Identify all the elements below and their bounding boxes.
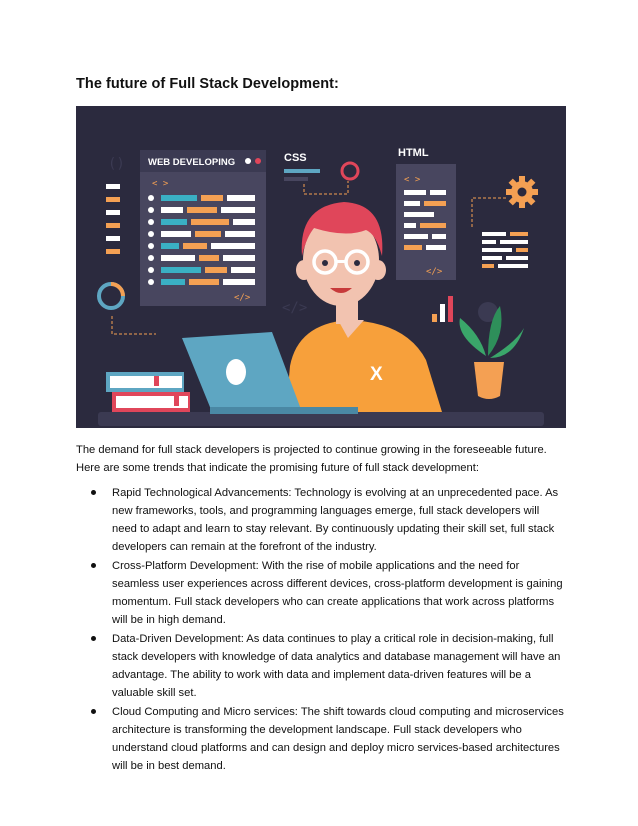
html-open-tag: < >	[404, 175, 421, 185]
panel-close-tag: </>	[234, 293, 251, 303]
bullet-icon	[91, 490, 96, 495]
html-close-tag: </>	[426, 267, 443, 277]
svg-text:</>: </>	[282, 300, 308, 316]
web-developing-panel	[140, 150, 266, 306]
bullet-icon	[91, 636, 96, 641]
panel-title: WEB DEVELOPING	[148, 157, 236, 168]
list-item	[76, 703, 566, 775]
list-item-text: Cross-Platform Development: With the rise of mobile applications and the need for seamless user experiences across different devices, cross-platform development is gaining momentum. Full stack developers who can create applications that work across platforms will be in high demand.	[112, 560, 563, 626]
desk	[98, 412, 544, 426]
shirt-mark: X	[370, 364, 383, 385]
css-label: CSS	[284, 152, 307, 164]
trends-list	[76, 484, 566, 776]
web-developer-illustration	[76, 106, 566, 428]
list-item-text: Rapid Technological Advancements: Technology is evolving at an unprecedented pace. As new frameworks, tools, and programming languages emerge, full stack developers will need to adapt and learn to stay relevant. By continuously updating their skill set, full stack developers can remain at the forefront of the industry.	[112, 487, 559, 553]
list-item-text: Cloud Computing and Micro services: The shift towards cloud computing and microservices architecture is transforming the development landscape. Full stack developers who understand cloud platforms and can design and deploy micro services-based architectures will be in best demand.	[112, 706, 564, 772]
book-stack	[106, 372, 190, 412]
list-item	[76, 630, 566, 702]
svg-text:(): ()	[108, 156, 125, 172]
html-panel	[396, 164, 456, 280]
list-item-text: Data-Driven Development: As data continues to play a critical role in decision-making, full stack developers with knowledge of data analytics and database management will have an advantage. The ability to work with data and implement data-driven features will be a valuable skill set.	[112, 633, 561, 699]
bullet-icon	[91, 563, 96, 568]
list-item	[76, 557, 566, 629]
list-item	[76, 484, 566, 556]
bullet-icon	[91, 709, 96, 714]
gear-icon	[506, 176, 538, 208]
plant-pot	[474, 362, 504, 399]
page-title: The future of Full Stack Development:	[76, 76, 339, 92]
html-label: HTML	[398, 147, 429, 159]
panel-open-tag: < >	[152, 179, 169, 189]
intro-paragraph: The demand for full stack developers is projected to continue growing in the foreseeable future. Here are some trends that indicate the promising future of full stack development:	[76, 444, 547, 474]
laptop-logo	[226, 359, 246, 385]
